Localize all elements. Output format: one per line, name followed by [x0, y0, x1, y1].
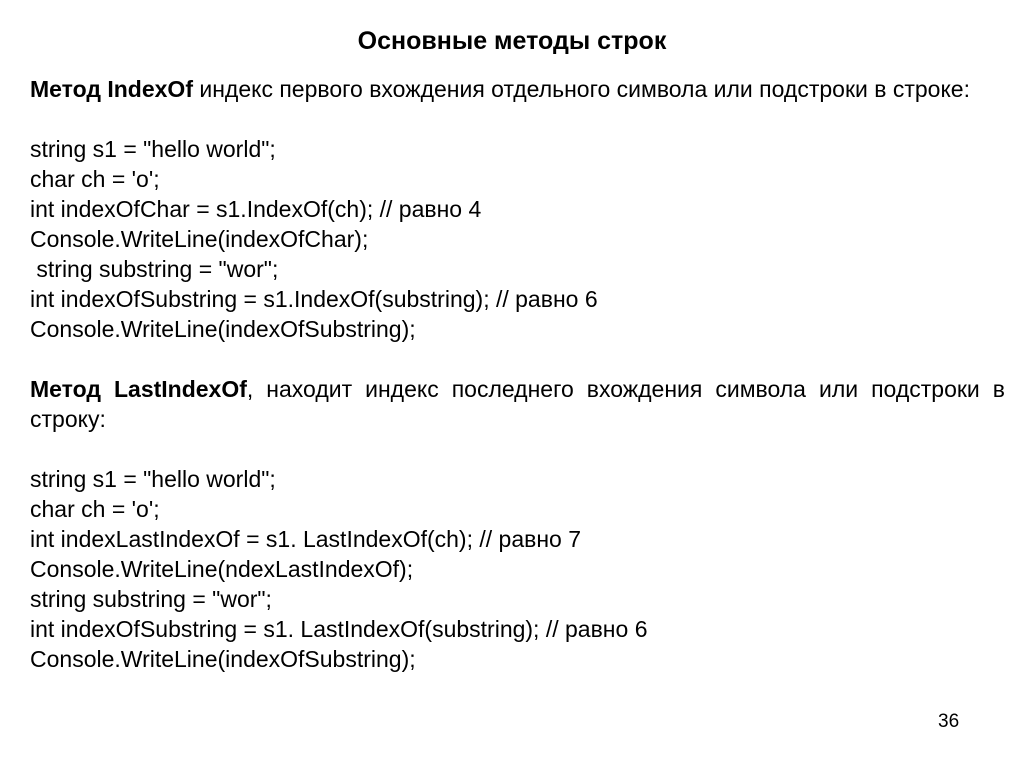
code-line: int indexLastIndexOf = s1. LastIndexOf(ch); // равно 7: [30, 526, 582, 552]
lastindexof-code-block: [30, 464, 1005, 674]
code-line: int indexOfChar = s1.IndexOf(ch); // равно 4: [30, 196, 482, 222]
code-line: Console.WriteLine(indexOfSubstring);: [30, 316, 416, 342]
code-line: string s1 = "hello world";: [30, 466, 276, 492]
indexof-description-text: индекс первого вхождения отдельного символа или подстроки в строке:: [192, 76, 970, 102]
indexof-code-block: [30, 134, 1005, 344]
indexof-description: [30, 74, 1005, 104]
lastindexof-method-word: Метод: [30, 376, 101, 402]
code-line: string s1 = "hello world";: [30, 136, 276, 162]
lastindexof-description: [30, 374, 1005, 434]
indexof-method-word: Метод: [30, 76, 101, 102]
code-line: int indexOfSubstring = s1. LastIndexOf(substring); // равно 6: [30, 616, 648, 642]
code-line: Console.WriteLine(indexOfSubstring);: [30, 646, 416, 672]
code-line: char ch = 'o';: [30, 496, 160, 522]
code-line: string substring = "wor";: [30, 256, 279, 282]
code-line: Console.WriteLine(indexOfChar);: [30, 226, 369, 252]
indexof-method-name: IndexOf: [107, 76, 193, 102]
slide-title: Основные методы строк: [357, 27, 667, 55]
code-line: Console.WriteLine(ndexLastIndexOf);: [30, 556, 414, 582]
code-line: char ch = 'o';: [30, 166, 160, 192]
lastindexof-method-name: LastIndexOf: [113, 376, 247, 402]
page-number: 36: [938, 711, 960, 732]
lastindexof-description-text: , находит индекс последнего вхождения символа или подстроки в строку:: [30, 376, 1006, 432]
slide-content: [30, 74, 1005, 704]
code-line: int indexOfSubstring = s1.IndexOf(substring); // равно 6: [30, 286, 598, 312]
code-line: string substring = "wor";: [30, 586, 272, 612]
